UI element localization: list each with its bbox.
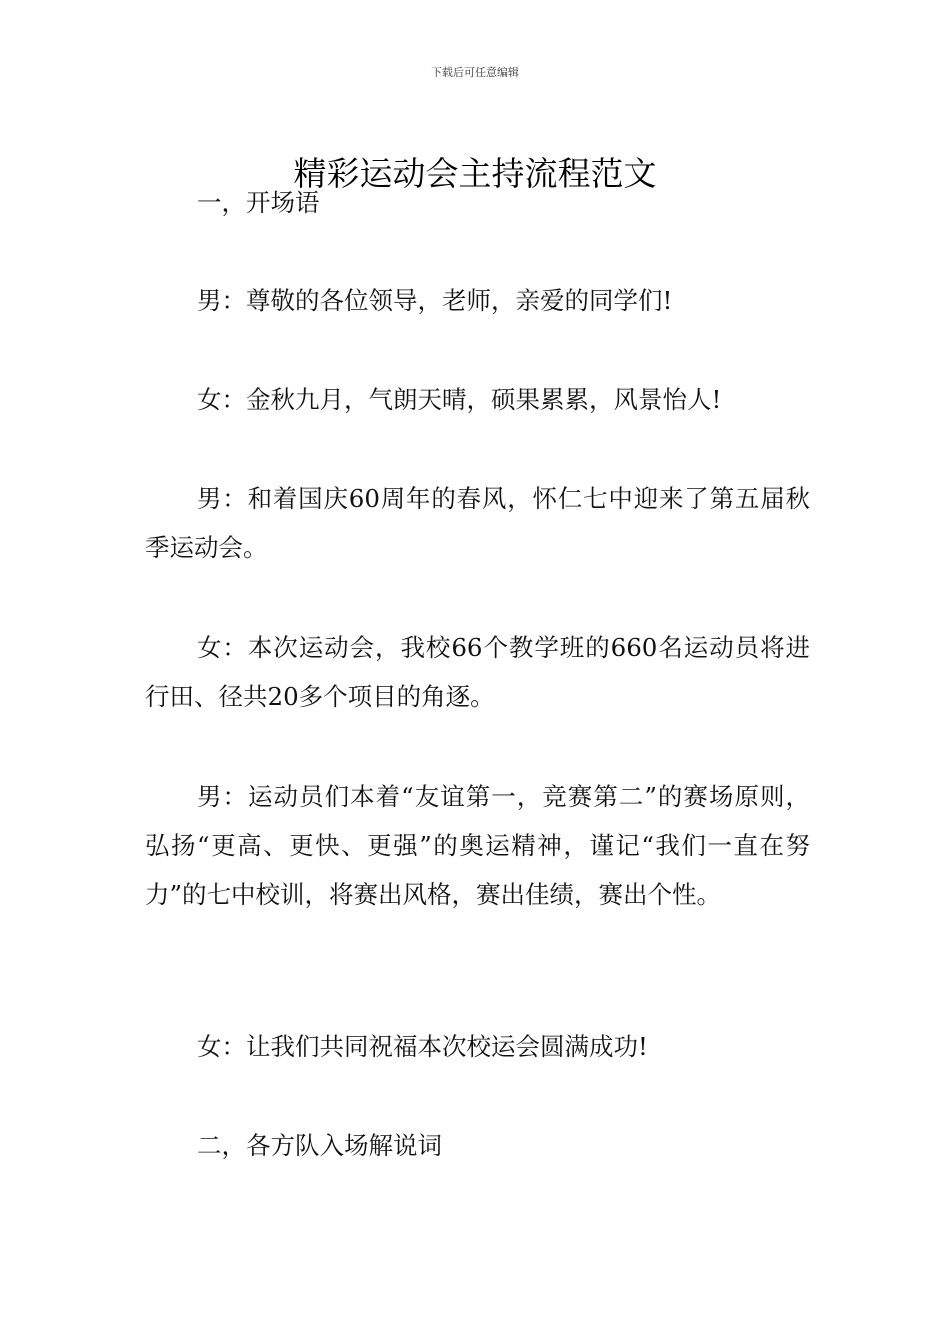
paragraph-male-sports-meet: 男：和着国庆60周年的春风，怀仁七中迎来了第五届秋季运动会。 [145,484,810,562]
paragraph-male-spirit: 男：运动员们本着“友谊第一，竞赛第二”的赛场原则，弘扬“更高、更快、更强”的奥运精神，谨记“我们一直在努力”的七中校训，将赛出风格，赛出佳绩，赛出个性。 [145,782,810,909]
paragraph-female-blessing: 女：让我们共同祝福本次校运会圆满成功! [197,1032,648,1061]
document-title: 精彩运动会主持流程范文 [293,154,657,194]
paragraph-female-autumn: 女：金秋九月，气朗天晴，硕果累累，风景怡人! [197,385,722,414]
paragraph-male-greeting: 男：尊敬的各位领导，老师，亲爱的同学们! [197,286,673,315]
section-heading-opening: 一，开场语 [197,188,320,217]
section-heading-entrance: 二，各方队入场解说词 [197,1131,442,1160]
page-header-note: 下载后可任意编辑 [431,66,519,79]
paragraph-female-athletes: 女：本次运动会，我校66个教学班的660名运动员将进行田、径共20多个项目的角逐。 [145,633,810,711]
